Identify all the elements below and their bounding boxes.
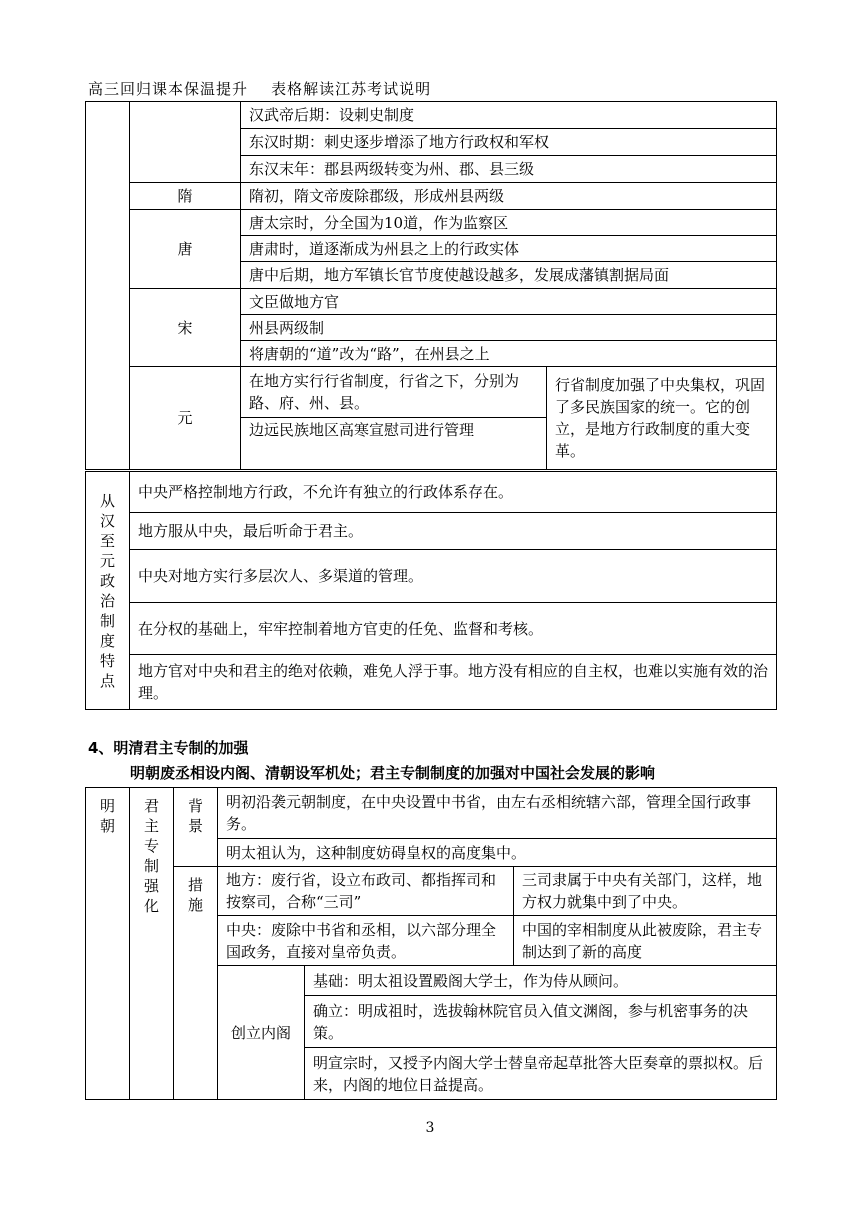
- cabinet-row-3: 明宣宗时，又授予内阁大学士替皇帝起草批答大臣奏章的票拟权。后来，内阁的地位日益提高。: [305, 1048, 777, 1100]
- background-row-2: 明太祖认为，这种制度妨碍皇权的高度集中。: [218, 839, 777, 867]
- page-number: 3: [425, 1120, 435, 1136]
- feature-row-4: 在分权的基础上，牢牢控制着地方官吏的任免、监督和考核。: [130, 603, 777, 655]
- local-effect: 三司隶属于中央有关部门，这样，地方权力就集中到了中央。: [514, 867, 777, 916]
- han-dynasty-cell: [130, 102, 241, 183]
- tang-row-3: 唐中后期，地方军镇长官节度使越设越多，发展成藩镇割据局面: [241, 262, 777, 289]
- local-measure: 地方：废行省，设立布政司、都指挥司和按察司，合称“三司”: [218, 867, 514, 916]
- han-row-3: 东汉末年：郡县两级转变为州、郡、县三级: [241, 156, 777, 183]
- cabinet-label: 创立内阁: [218, 966, 305, 1100]
- features-table: [85, 471, 777, 710]
- han-row-2: 东汉时期：刺史逐步增添了地方行政权和军权: [241, 129, 777, 156]
- features-label: 从 汉 至 元 政 治 制 度 特 点: [86, 472, 130, 710]
- song-label: 宋: [130, 289, 241, 367]
- section-title: 4、明清君主专制的加强: [88, 739, 249, 757]
- ming-autocracy-table: [85, 787, 777, 1100]
- feature-row-2: 地方服从中央，最后听命于君主。: [130, 513, 777, 550]
- table1-blank-cell: [86, 102, 130, 470]
- sui-label: 隋: [130, 183, 241, 210]
- background-row-1: 明初沿袭元朝制度，在中央设置中书省，由左右丞相统辖六部，管理全国行政事务。: [218, 788, 777, 839]
- central-effect: 中国的宰相制度从此被废除，君主专制达到了新的高度: [514, 916, 777, 966]
- background-label: 背 景: [174, 788, 218, 867]
- feature-row-1: 中央严格控制地方行政，不允许有独立的行政体系存在。: [130, 472, 777, 513]
- song-row-3: 将唐朝的“道”改为“路”，在州县之上: [241, 341, 777, 367]
- yuan-row-2: 边远民族地区高寒宣慰司进行管理: [241, 418, 547, 470]
- feature-row-3: 中央对地方实行多层次人、多渠道的管理。: [130, 550, 777, 603]
- yuan-row-1: 在地方实行行省制度，行省之下，分别为路、府、州、县。: [241, 367, 547, 418]
- local-admin-table: [85, 101, 777, 470]
- yuan-label: 元: [130, 367, 241, 470]
- song-row-2: 州县两级制: [241, 315, 777, 341]
- section-subtitle: 明朝废丞相设内阁、清朝设军机处；君主专制制度的加强对中国社会发展的影响: [130, 764, 656, 782]
- han-row-1: 汉武帝后期：设刺史制度: [241, 102, 777, 129]
- measures-label: 措 施: [174, 867, 218, 1100]
- autocracy-label: 君 主 专 制 强 化: [130, 788, 174, 1100]
- tang-row-2: 唐肃时，道逐渐成为州县之上的行政实体: [241, 236, 777, 262]
- song-row-1: 文臣做地方官: [241, 289, 777, 315]
- tang-row-1: 唐太宗时，分全国为10道，作为监察区: [241, 210, 777, 236]
- cabinet-row-1: 基础：明太祖设置殿阁大学士，作为侍从顾问。: [305, 966, 777, 996]
- tang-label: 唐: [130, 210, 241, 289]
- central-measure: 中央：废除中书省和丞相，以六部分理全国政务，直接对皇帝负责。: [218, 916, 514, 966]
- ming-label: 明 朝: [86, 788, 130, 1100]
- cabinet-row-2: 确立：明成祖时，选拔翰林院官员入值文渊阁，参与机密事务的决策。: [305, 996, 777, 1048]
- feature-row-5: 地方官对中央和君主的绝对依赖，难免人浮于事。地方没有相应的自主权，也难以实施有效的治理。: [130, 655, 777, 710]
- yuan-note: 行省制度加强了中央集权，巩固了多民族国家的统一。它的创立，是地方行政制度的重大变革。: [547, 367, 777, 470]
- page-header: 高三回归课本保温提升 表格解读江苏考试说明: [88, 78, 768, 102]
- sui-row: 隋初，隋文帝废除郡级，形成州县两级: [241, 183, 777, 210]
